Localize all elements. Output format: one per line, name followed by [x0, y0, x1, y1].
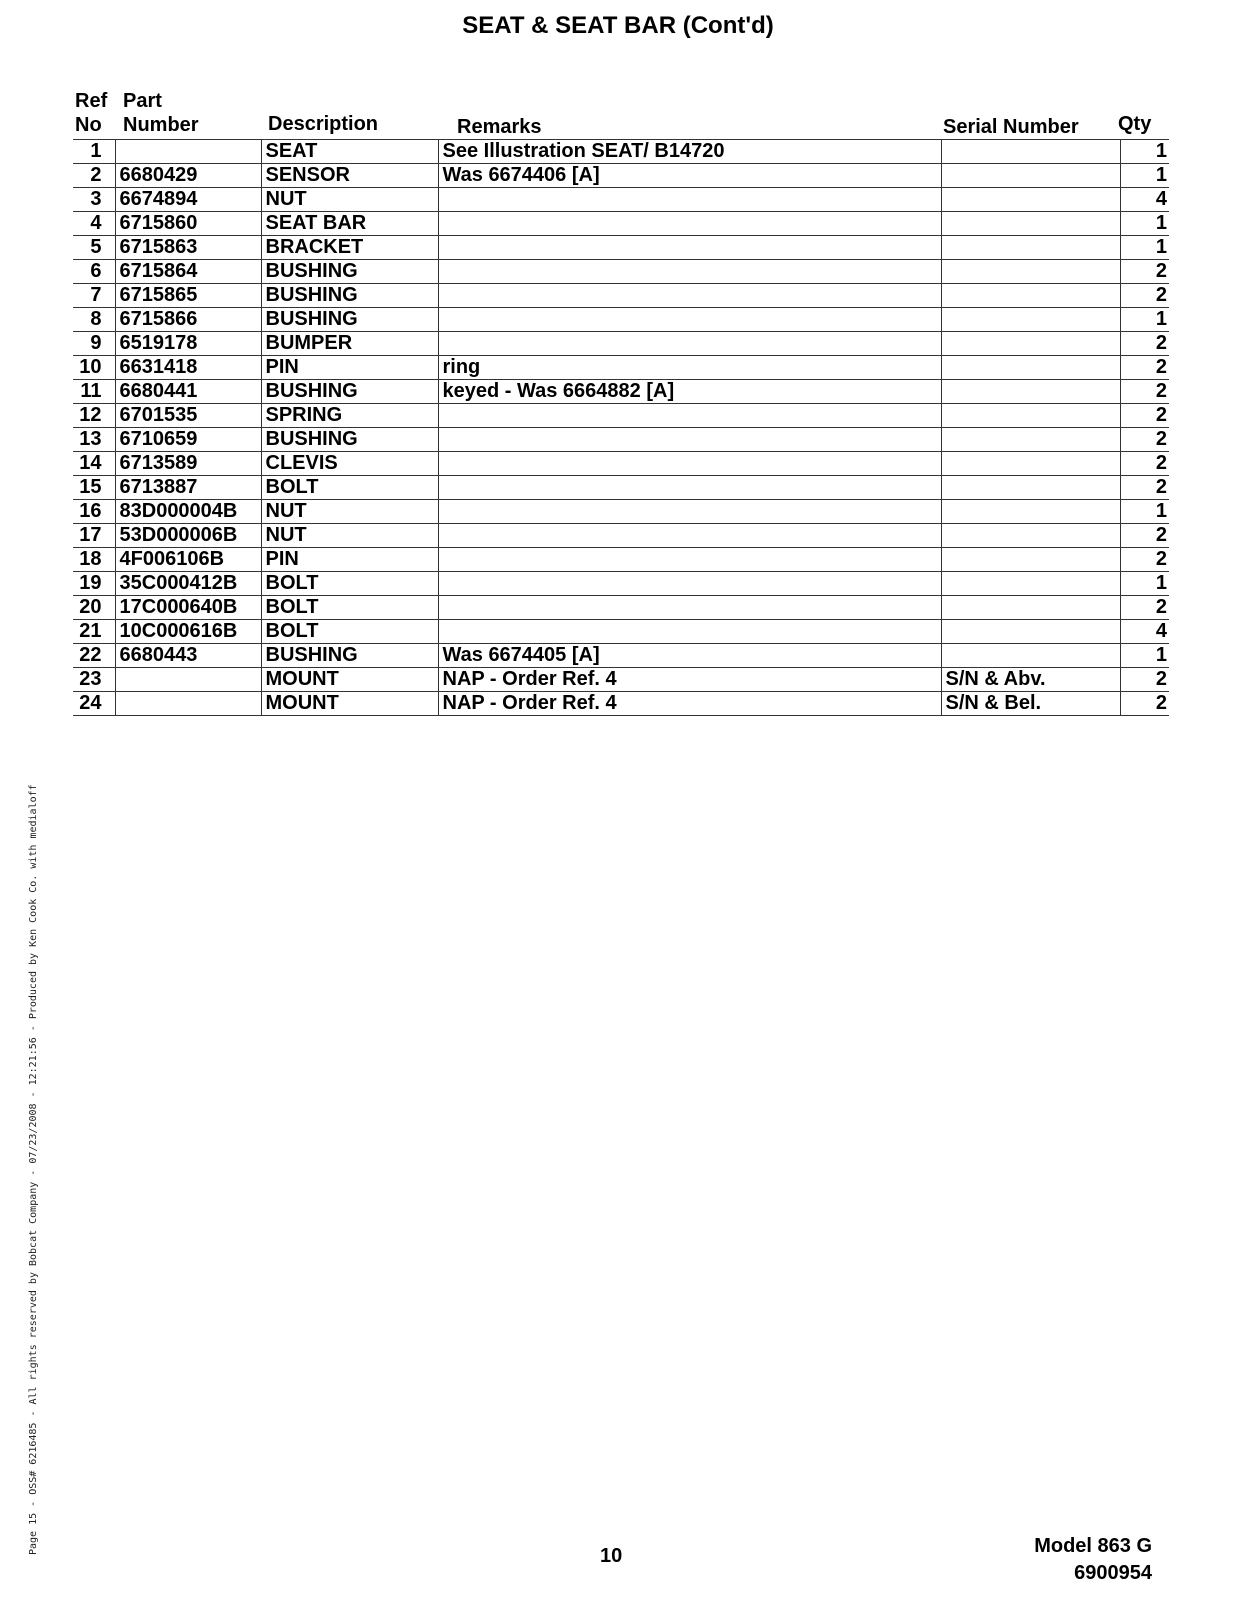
cell-ref-no: 2 — [73, 164, 115, 188]
cell-qty: 2 — [1120, 452, 1169, 476]
cell-qty: 2 — [1120, 524, 1169, 548]
cell-remarks — [438, 332, 941, 356]
cell-part-number: 6674894 — [115, 188, 261, 212]
cell-description: SPRING — [261, 404, 438, 428]
cell-serial-number — [941, 452, 1120, 476]
cell-serial-number — [941, 308, 1120, 332]
cell-serial-number — [941, 284, 1120, 308]
cell-ref-no: 20 — [73, 596, 115, 620]
cell-remarks — [438, 188, 941, 212]
cell-description: SENSOR — [261, 164, 438, 188]
table-row — [73, 140, 1169, 164]
cell-serial-number — [941, 524, 1120, 548]
cell-ref-no: 7 — [73, 284, 115, 308]
cell-qty: 2 — [1120, 332, 1169, 356]
table-row — [73, 212, 1169, 236]
cell-remarks — [438, 572, 941, 596]
parts-table-body — [73, 140, 1169, 716]
cell-remarks: NAP - Order Ref. 4 — [438, 668, 941, 692]
doc-number: 6900954 — [1074, 1562, 1152, 1584]
cell-part-number: 6715865 — [115, 284, 261, 308]
parts-table — [73, 139, 1169, 716]
cell-qty: 1 — [1120, 308, 1169, 332]
cell-serial-number — [941, 596, 1120, 620]
cell-remarks — [438, 404, 941, 428]
cell-remarks — [438, 548, 941, 572]
model-name: Model 863 G — [1034, 1535, 1152, 1557]
cell-ref-no: 19 — [73, 572, 115, 596]
cell-remarks — [438, 452, 941, 476]
cell-ref-no: 9 — [73, 332, 115, 356]
cell-qty: 2 — [1120, 428, 1169, 452]
cell-qty: 2 — [1120, 260, 1169, 284]
cell-remarks — [438, 428, 941, 452]
cell-qty: 1 — [1120, 212, 1169, 236]
table-row — [73, 164, 1169, 188]
cell-ref-no: 5 — [73, 236, 115, 260]
cell-description: BUSHING — [261, 284, 438, 308]
cell-remarks: NAP - Order Ref. 4 — [438, 692, 941, 716]
cell-ref-no: 6 — [73, 260, 115, 284]
cell-part-number: 35C000412B — [115, 572, 261, 596]
cell-ref-no: 3 — [73, 188, 115, 212]
cell-remarks: keyed - Was 6664882 [A] — [438, 380, 941, 404]
cell-remarks — [438, 284, 941, 308]
cell-ref-no: 18 — [73, 548, 115, 572]
cell-serial-number — [941, 572, 1120, 596]
cell-serial-number — [941, 140, 1120, 164]
cell-serial-number — [941, 620, 1120, 644]
table-row — [73, 428, 1169, 452]
cell-description: BUSHING — [261, 428, 438, 452]
table-row — [73, 692, 1169, 716]
cell-remarks — [438, 620, 941, 644]
table-row — [73, 524, 1169, 548]
cell-serial-number — [941, 380, 1120, 404]
cell-ref-no: 23 — [73, 668, 115, 692]
cell-ref-no: 13 — [73, 428, 115, 452]
cell-serial-number — [941, 500, 1120, 524]
cell-remarks — [438, 236, 941, 260]
cell-ref-no: 16 — [73, 500, 115, 524]
cell-qty: 2 — [1120, 548, 1169, 572]
cell-description: BOLT — [261, 620, 438, 644]
header-part-line1: Part — [123, 90, 162, 112]
table-row — [73, 476, 1169, 500]
cell-qty: 1 — [1120, 572, 1169, 596]
cell-qty: 4 — [1120, 620, 1169, 644]
cell-serial-number: S/N & Bel. — [941, 692, 1120, 716]
cell-qty: 1 — [1120, 164, 1169, 188]
table-row — [73, 356, 1169, 380]
header-qty: Qty — [1118, 113, 1152, 135]
cell-qty: 2 — [1120, 668, 1169, 692]
table-row — [73, 500, 1169, 524]
table-row — [73, 572, 1169, 596]
cell-remarks — [438, 596, 941, 620]
cell-serial-number — [941, 164, 1120, 188]
cell-serial-number — [941, 548, 1120, 572]
table-row — [73, 260, 1169, 284]
cell-qty: 2 — [1120, 596, 1169, 620]
cell-ref-no: 12 — [73, 404, 115, 428]
cell-ref-no: 22 — [73, 644, 115, 668]
cell-ref-no: 4 — [73, 212, 115, 236]
table-row — [73, 668, 1169, 692]
table-row — [73, 236, 1169, 260]
cell-description: SEAT BAR — [261, 212, 438, 236]
side-copyright-note: Page 15 - OSS# 6216485 - All rights reserved by Bobcat Company - 07/23/2008 - 12:21:56 - Produced by Ken Cook Co. with medialoff — [28, 784, 39, 1555]
cell-description: PIN — [261, 548, 438, 572]
cell-part-number — [115, 668, 261, 692]
cell-remarks — [438, 308, 941, 332]
cell-serial-number: S/N & Abv. — [941, 668, 1120, 692]
cell-part-number: 6715860 — [115, 212, 261, 236]
cell-ref-no: 17 — [73, 524, 115, 548]
table-row — [73, 620, 1169, 644]
cell-qty: 4 — [1120, 188, 1169, 212]
cell-qty: 1 — [1120, 236, 1169, 260]
cell-description: CLEVIS — [261, 452, 438, 476]
cell-serial-number — [941, 404, 1120, 428]
header-serial-number: Serial Number — [943, 116, 1079, 138]
cell-remarks — [438, 476, 941, 500]
cell-ref-no: 8 — [73, 308, 115, 332]
header-remarks: Remarks — [457, 116, 542, 138]
table-row — [73, 284, 1169, 308]
table-row — [73, 308, 1169, 332]
model-block — [1034, 1533, 1152, 1587]
cell-qty: 1 — [1120, 140, 1169, 164]
cell-ref-no: 24 — [73, 692, 115, 716]
cell-description: NUT — [261, 524, 438, 548]
cell-description: PIN — [261, 356, 438, 380]
cell-qty: 2 — [1120, 404, 1169, 428]
cell-part-number: 83D000004B — [115, 500, 261, 524]
cell-description: BUMPER — [261, 332, 438, 356]
page-title: SEAT & SEAT BAR (Cont'd) — [462, 12, 774, 39]
cell-description: BUSHING — [261, 380, 438, 404]
cell-part-number: 6519178 — [115, 332, 261, 356]
cell-serial-number — [941, 260, 1120, 284]
table-row — [73, 596, 1169, 620]
cell-serial-number — [941, 476, 1120, 500]
cell-remarks: Was 6674405 [A] — [438, 644, 941, 668]
table-row — [73, 332, 1169, 356]
cell-part-number: 6710659 — [115, 428, 261, 452]
cell-part-number: 6713589 — [115, 452, 261, 476]
cell-description: MOUNT — [261, 668, 438, 692]
cell-description: MOUNT — [261, 692, 438, 716]
cell-remarks: ring — [438, 356, 941, 380]
cell-ref-no: 1 — [73, 140, 115, 164]
cell-qty: 2 — [1120, 380, 1169, 404]
cell-remarks — [438, 260, 941, 284]
cell-ref-no: 11 — [73, 380, 115, 404]
cell-serial-number — [941, 188, 1120, 212]
cell-description: NUT — [261, 188, 438, 212]
cell-serial-number — [941, 428, 1120, 452]
cell-serial-number — [941, 356, 1120, 380]
header-part-number — [123, 89, 199, 137]
header-description: Description — [268, 113, 379, 135]
cell-description: BUSHING — [261, 644, 438, 668]
cell-qty: 2 — [1120, 284, 1169, 308]
table-row — [73, 452, 1169, 476]
table-row — [73, 380, 1169, 404]
cell-part-number: 6715864 — [115, 260, 261, 284]
cell-description: BUSHING — [261, 308, 438, 332]
page-number: 10 — [600, 1545, 623, 1567]
cell-description: BOLT — [261, 476, 438, 500]
cell-ref-no: 14 — [73, 452, 115, 476]
cell-part-number: 4F006106B — [115, 548, 261, 572]
cell-part-number: 6715863 — [115, 236, 261, 260]
cell-qty: 2 — [1120, 356, 1169, 380]
cell-part-number: 17C000640B — [115, 596, 261, 620]
cell-part-number: 10C000616B — [115, 620, 261, 644]
table-row — [73, 548, 1169, 572]
cell-description: BOLT — [261, 572, 438, 596]
header-ref-no — [75, 89, 107, 137]
cell-ref-no: 15 — [73, 476, 115, 500]
cell-qty: 1 — [1120, 644, 1169, 668]
cell-ref-no: 21 — [73, 620, 115, 644]
cell-qty: 1 — [1120, 500, 1169, 524]
table-row — [73, 644, 1169, 668]
cell-serial-number — [941, 332, 1120, 356]
cell-qty: 2 — [1120, 692, 1169, 716]
cell-remarks: See Illustration SEAT/ B14720 — [438, 140, 941, 164]
cell-qty: 2 — [1120, 476, 1169, 500]
cell-description: BUSHING — [261, 260, 438, 284]
table-row — [73, 404, 1169, 428]
cell-serial-number — [941, 644, 1120, 668]
cell-description: BRACKET — [261, 236, 438, 260]
cell-part-number: 6701535 — [115, 404, 261, 428]
cell-remarks: Was 6674406 [A] — [438, 164, 941, 188]
cell-remarks — [438, 500, 941, 524]
cell-part-number: 53D000006B — [115, 524, 261, 548]
header-part-line2: Number — [123, 114, 199, 136]
cell-part-number: 6715866 — [115, 308, 261, 332]
cell-part-number: 6631418 — [115, 356, 261, 380]
cell-part-number — [115, 692, 261, 716]
cell-description: SEAT — [261, 140, 438, 164]
table-row — [73, 188, 1169, 212]
cell-ref-no: 10 — [73, 356, 115, 380]
cell-description: NUT — [261, 500, 438, 524]
cell-part-number: 6680429 — [115, 164, 261, 188]
cell-serial-number — [941, 212, 1120, 236]
cell-serial-number — [941, 236, 1120, 260]
header-ref-line2: No — [75, 114, 102, 136]
cell-remarks — [438, 212, 941, 236]
cell-part-number: 6680443 — [115, 644, 261, 668]
header-ref-line1: Ref — [75, 90, 108, 112]
cell-part-number: 6680441 — [115, 380, 261, 404]
cell-part-number — [115, 140, 261, 164]
cell-remarks — [438, 524, 941, 548]
cell-part-number: 6713887 — [115, 476, 261, 500]
cell-description: BOLT — [261, 596, 438, 620]
